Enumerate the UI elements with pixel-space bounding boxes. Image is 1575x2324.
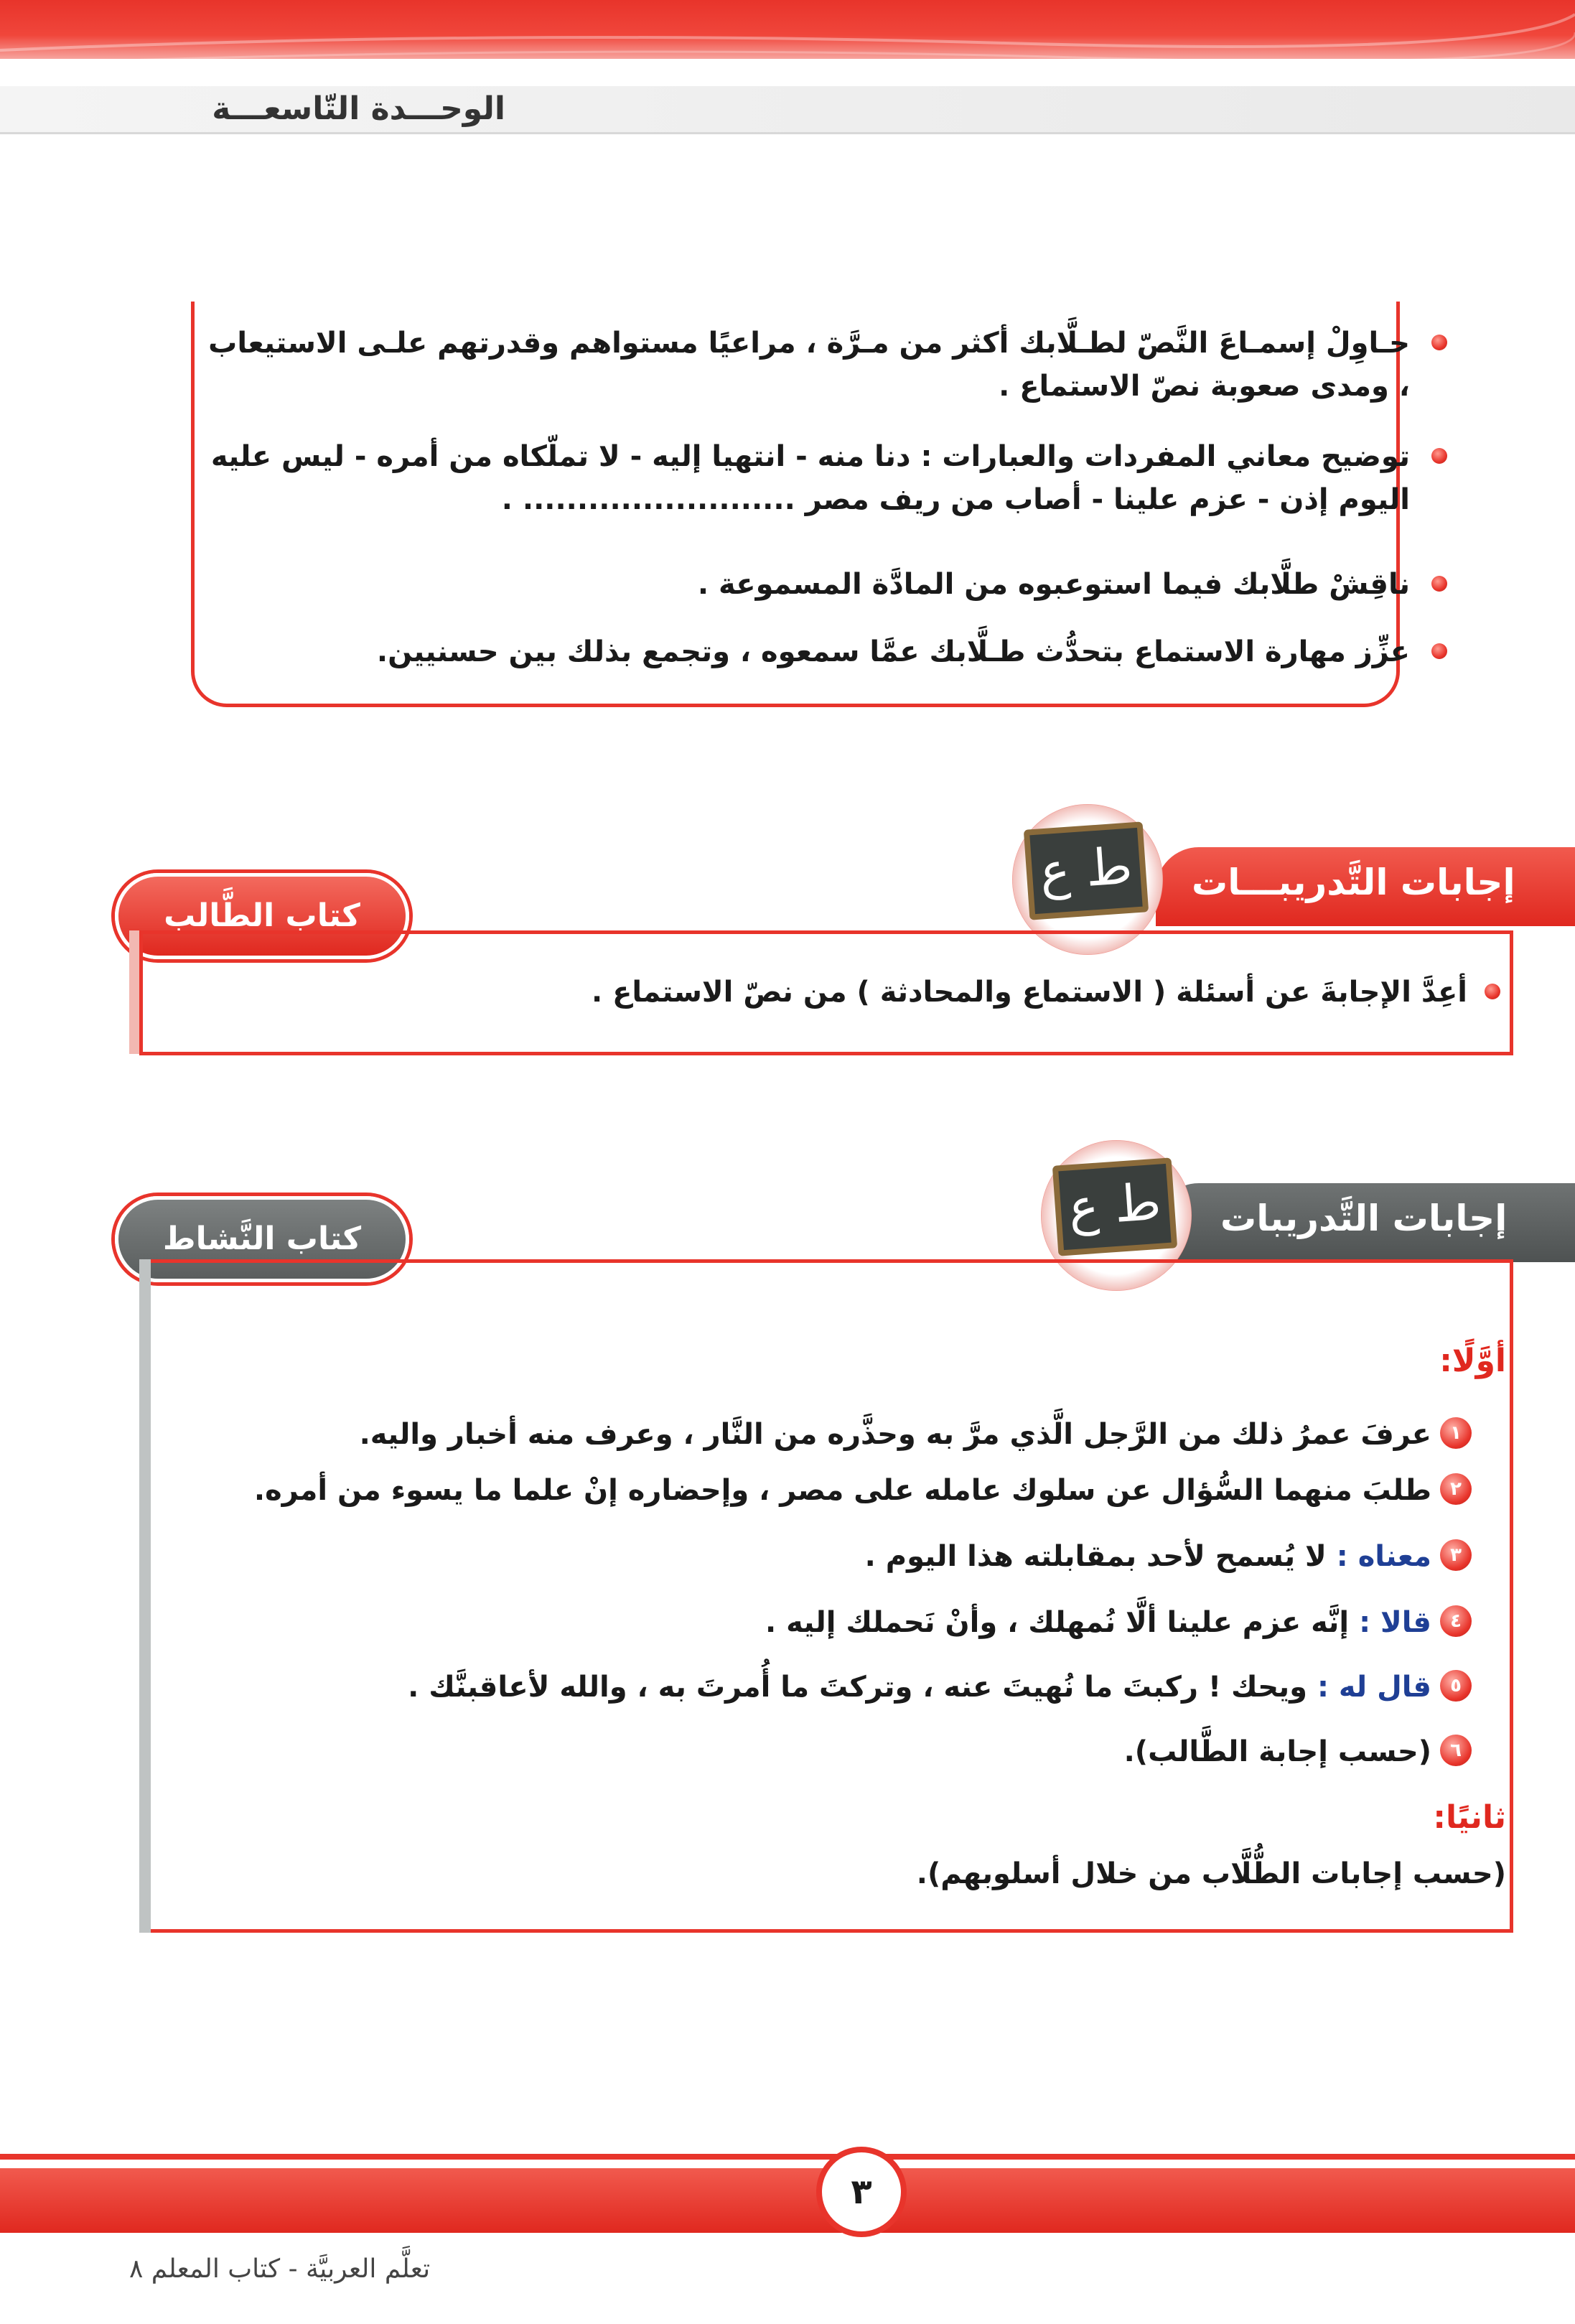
number-badge: ٤ (1440, 1605, 1472, 1637)
banner-title: إجابات التَّدريبـــات (1192, 862, 1515, 903)
second-heading: ثانيًا: (1433, 1799, 1506, 1836)
answer-item: ٣ معناه : لا يُسمح لأحد بمقابلته هذا اليوم . (139, 1535, 1431, 1578)
bullet-icon (1431, 448, 1447, 464)
box-edge (139, 1259, 151, 1933)
number-badge: ١ (1440, 1417, 1472, 1449)
bullet-icon (1485, 984, 1500, 999)
answer-item: ٢ طلبَ منهما السُّؤال عن سلوك عامله على مصر ، وإحضاره إنْ علما ما يسوء من أمره. (139, 1469, 1431, 1512)
book-title: تعلَّم العربيَّة - كتاب المعلم ٨ (129, 2254, 431, 2284)
intro-item: عزِّز مهارة الاستماع بتحدُّث طـلَّابك عمَّا سمعوه ، وتجمع بذلك بين حسنيين. (190, 630, 1410, 673)
intro-item: توضيح معاني المفردات والعبارات : دنا منه - انتهيا إليه - لا تملّكاه من أمره - ليس عليه اليوم إذن - عزم علينا - أصاب من ريف مصر ......................... . (190, 435, 1410, 521)
box-edge (129, 930, 139, 1054)
bullet-icon (1431, 576, 1447, 592)
chalkboard-icon: ط ع (1052, 1157, 1177, 1256)
banner-title: إجابات التَّدريبات (1220, 1198, 1508, 1239)
chalkboard-icon: ط ع (1024, 821, 1149, 920)
answer-item: ٥ قال له : ويحك ! ركبتَ ما نُهيتَ عنه ، وتركتَ ما أُمرتَ به ، والله لأعاقبنَّك . (139, 1666, 1431, 1709)
number-badge: ٣ (1440, 1539, 1472, 1571)
activity-book-pill: كتاب النَّشاط (115, 1196, 409, 1282)
header-decoration (0, 0, 1575, 79)
student-book-pill: كتاب الطَّالب (115, 873, 409, 959)
bullet-icon (1431, 643, 1447, 659)
number-badge: ٢ (1440, 1473, 1472, 1505)
footer-band (0, 2168, 1575, 2233)
number-badge: ٥ (1440, 1670, 1472, 1702)
first-heading: أوَّلًا: (1439, 1343, 1506, 1379)
bullet-icon (1431, 335, 1447, 350)
student-book-item: أعِدَّ الإجابةَ عن أسئلة ( الاستماع والمحادثة ) من نصّ الاستماع . (175, 971, 1467, 1014)
answer-item: ٤ قالا : إنَّه عزم علينا ألَّا نُمهلك ، وأنْ نَحملك إليه . (139, 1601, 1431, 1644)
answer-item: ١ عرفَ عمرُ ذلك من الرَّجل الَّذي مرَّ به وحذَّره من النَّار ، وعرف منه أخبار واليه. (139, 1413, 1431, 1456)
answer-item: ٦ (حسب إجابة الطَّالب). (139, 1730, 1431, 1773)
footer-line (0, 2154, 1575, 2160)
intro-item: ناقِشْ طلَّابك فيما استوعبوه من المادَّة المسموعة . (190, 563, 1410, 606)
activity-book-box (139, 1259, 1513, 1933)
page-number: ٣ (816, 2147, 907, 2237)
number-badge: ٦ (1440, 1735, 1472, 1766)
intro-item: حـاوِلْ إسمـاعَ النَّصّ لطـلَّابك أكثر من مـرَّة ، مراعيًا مستواهم وقدرتهم علـى الاستيعاب ، ومدى صعوبة نصّ الاستماع . (190, 322, 1410, 408)
unit-title: الوحـــدة التّاسعـــة (212, 90, 505, 127)
second-answer: (حسب إجابات الطُّلَّاب من خلال أسلوبهم). (916, 1857, 1506, 1890)
